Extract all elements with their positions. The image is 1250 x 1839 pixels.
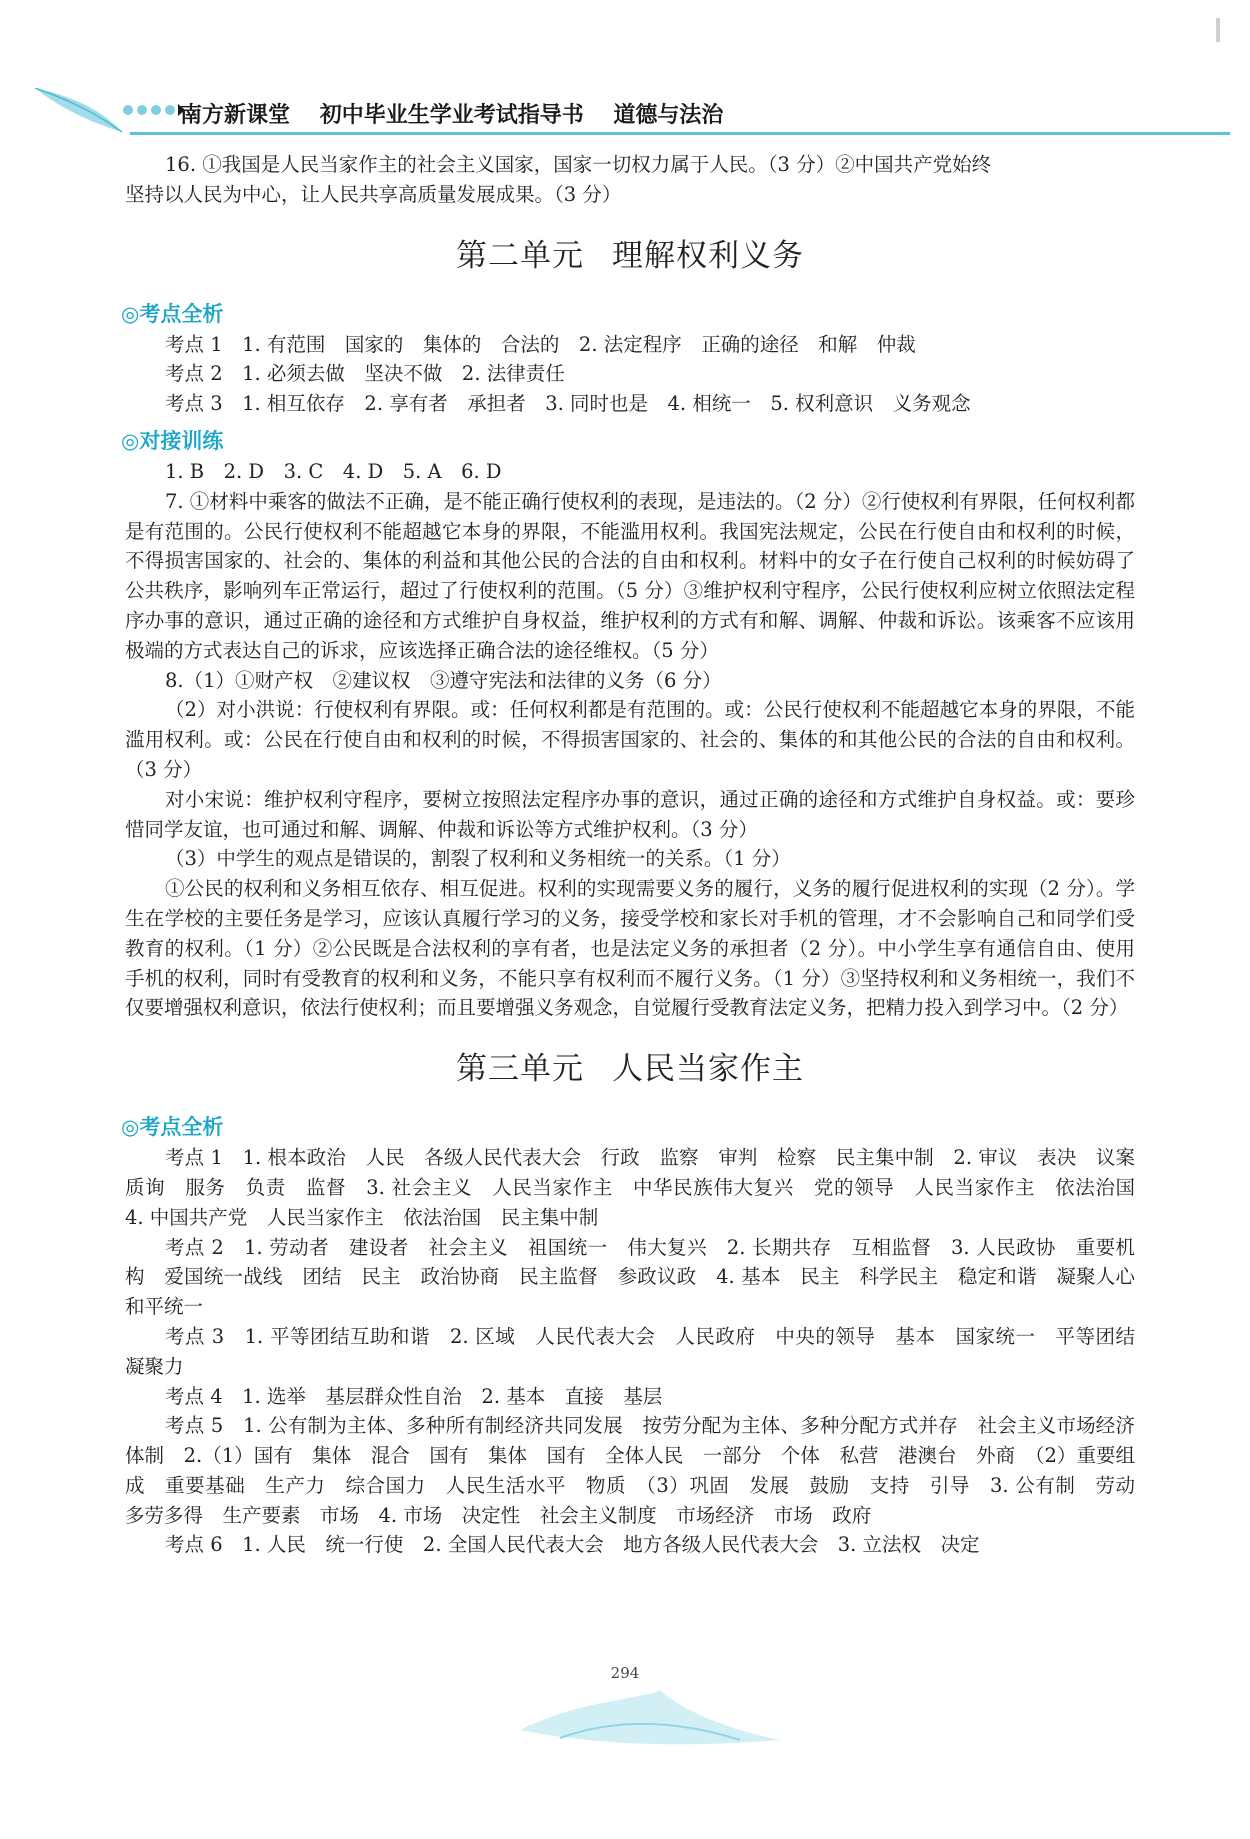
header-series: 南方新课堂 <box>180 103 291 128</box>
q16-line2: 坚持以人民为中心，让人民共享高质量发展成果。（3 分） <box>125 182 622 206</box>
unit2-q8-3: （3）中学生的观点是错误的，割裂了权利和义务相统一的关系。（1 分） <box>165 847 791 871</box>
unit3-kaodian-1: 考点 1 1. 根本政治 人民 各级人民代表大会 行政 监察 审判 检察 民主集中制 2. 审议 表决 议案 质询 服务 负责 监督 3. 社会主义 人民当家作主 中华民族伟大复兴 党的领导 人民当家作主 依法治国 4. 中国共产党 人民当家作主 依法治国 民主集中制 <box>125 1146 1155 1229</box>
unit3-kaodian-heading: ◎考点全析 <box>121 1115 224 1140</box>
unit3-kaodian-4: 考点 4 1. 选举 基层群众性自治 2. 基本 直接 基层 <box>165 1384 663 1408</box>
feather-logo-icon <box>30 88 190 138</box>
unit3-kaodian-3: 考点 3 1. 平等团结互助和谐 2. 区域 人民代表大会 人民政府 中央的领导 基本 国家统一 平等团结 凝聚力 <box>125 1324 1155 1378</box>
unit2-q7: 7. ①材料中乘客的做法不正确，是不能正确行使权利的表现，是违法的。（2 分）②行使权利有界限，任何权利都是有范围的。公民行使权利不能超越它本身的界限，不能滥用权利。我国宪法规定，公民在行使自由和权利的时候，不得损害国家的、社会的、集体的利益和其他公民的合法的自由和权利。材料中的女子在行使自己权利的时候妨碍了公共秩序，影响列车正常运行，超过了行使权利的范围。（5 分）③维护权利守程序，公民行使权利应树立依照法定程序办事的意识，通过正确的途径和方式维护自身权益，维护权利的方式有和解、调解、仲裁和诉讼。该乘客不应该用极端的方式表达自己的诉求，应该选择正确合法的途径维权。（5 分） <box>125 489 1135 662</box>
header-rule <box>130 132 1230 135</box>
q16-line1: 16. ①我国是人民当家作主的社会主义国家，国家一切权力属于人民。（3 分）②中国共产党始终 <box>165 153 992 176</box>
unit3-title <box>125 1047 1135 1091</box>
unit2-kaodian-heading: ◎考点全析 <box>121 301 224 326</box>
unit3-kaodian-6: 考点 6 1. 人民 统一行使 2. 全国人民代表大会 地方各级人民代表大会 3. 立法权 决定 <box>165 1533 980 1557</box>
unit2-training-heading: ◎对接训练 <box>121 428 224 453</box>
unit2-q8-2: （2）对小洪说：行使权利有界限。或：任何权利都是有范围的。或：公民行使权利不能超越它本身的界限，不能滥用权利。或：公民在行使自由和权利的时候，不得损害国家的、社会的、集体的和其他公民的合法的自由和权利。（3 分） <box>125 698 1135 781</box>
unit2-title <box>125 234 1135 278</box>
page-number: 294 <box>610 1664 640 1682</box>
unit2-q8-1: 8.（1）①财产权 ②建议权 ③遵守宪法和法律的义务（6 分） <box>165 668 722 692</box>
unit2-kaodian-3: 考点 3 1. 相互依存 2. 享有者 承担者 3. 同时也是 4. 相统一 5. 权利意识 义务观念 <box>165 392 971 416</box>
unit3-number: 第三单元 <box>456 1051 584 1088</box>
header-book: 初中毕业生学业考试指导书 <box>319 103 584 128</box>
unit2-kaodian-2: 考点 2 1. 必须去做 坚决不做 2. 法律责任 <box>165 362 565 386</box>
unit2-name: 理解权利义务 <box>612 237 804 274</box>
unit2-q8-2b: 对小宋说：维护权利守程序，要树立按照法定程序办事的意识，通过正确的途径和方式维护自身权益。或：要珍惜同学友谊，也可通过和解、调解、仲裁和诉讼等方式维护权利。（3 分） <box>125 787 1135 841</box>
unit2-q8-3b: ①公民的权利和义务相互依存、相互促进。权利的实现需要义务的履行，义务的履行促进权利的实现（2 分）。学生在学校的主要任务是学习，应该认真履行学习的义务，接受学校和家长对手机的管理，才不会影响自己和同学们受教育的权利。（1 分）②公民既是合法权利的享有者，也是法定义务的承担者（2 分）。中小学生享有通信自由、使用手机的权利，同时有受教育的权利和义务，不能只享有权利而不履行义务。（1 分）③坚持权利和义务相统一，我们不仅要增强权利意识，依法行使权利；而且要增强义务观念，自觉履行受教育法定义务，把精力投入到学习中。（2 分） <box>125 877 1135 1020</box>
unit3-kaodian-2: 考点 2 1. 劳动者 建设者 社会主义 祖国统一 伟大复兴 2. 长期共存 互相监督 3. 人民政协 重要机构 爱国统一战线 团结 民主 政治协商 民主监督 参政议政 4. 基本 民主 科学民主 稳定和谐 凝聚人心 和平统一 <box>125 1235 1155 1319</box>
scan-corner-mark <box>1216 18 1220 42</box>
unit3-kaodian-5: 考点 5 1. 公有制为主体、多种所有制经济共同发展 按劳分配为主体、多种分配方式并存 社会主义市场经济体制 2.（1）国有 集体 混合 国有 集体 国有 全体人民 一部分 个体 私营 港澳台 外商 （2）重要组成 重要基础 生产力 综合国力 人民生活水平 物质 （3）巩固 发展 鼓励 支持 引导 3. 公有制 劳动 多劳多得 生产要素 市场 4. 市场 决定性 社会主义制度 市场经济 市场 政府 <box>125 1414 1155 1527</box>
header-title <box>180 98 745 129</box>
unit2-kaodian-1: 考点 1 1. 有范围 国家的 集体的 合法的 2. 法定程序 正确的途径 和解 仲裁 <box>165 332 916 356</box>
page-content <box>121 150 1155 1560</box>
footer-wave-decoration <box>520 1690 780 1750</box>
unit2-choice-answers: 1. B 2. D 3. C 4. D 5. A 6. D <box>165 459 502 483</box>
unit2-number: 第二单元 <box>456 237 584 274</box>
header-subject: 道德与法治 <box>613 103 724 128</box>
page-header <box>30 88 1230 138</box>
unit3-name: 人民当家作主 <box>612 1051 804 1088</box>
